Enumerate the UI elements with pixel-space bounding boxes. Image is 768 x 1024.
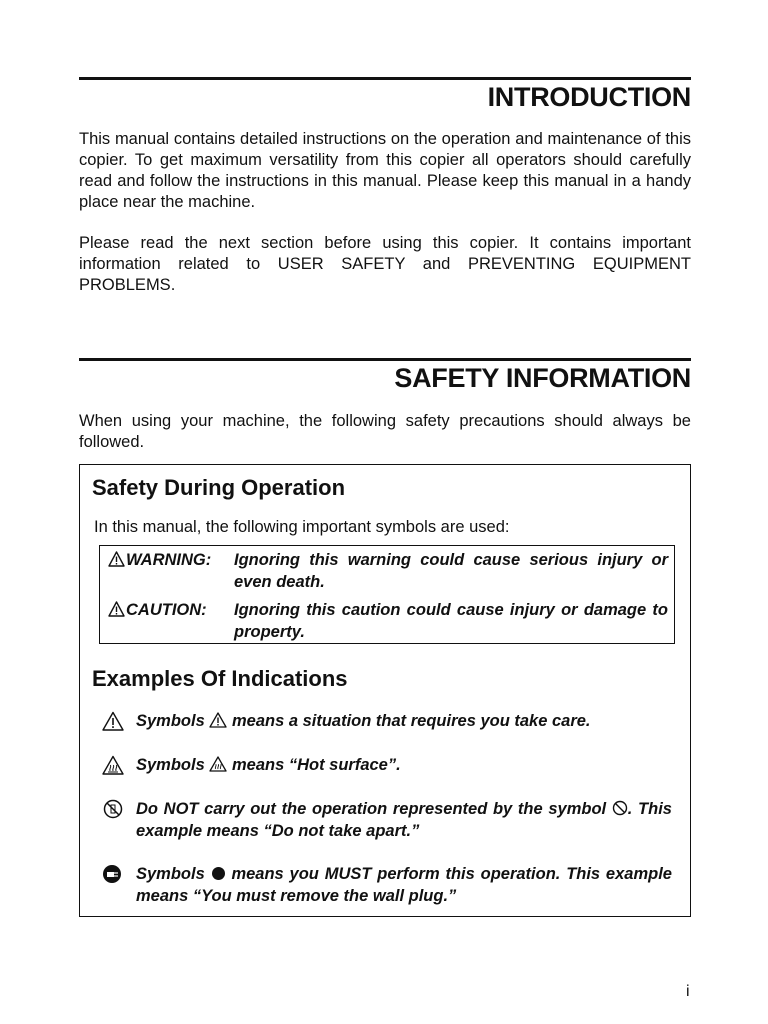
hot-surface-icon [209,756,227,772]
symbols-legend-box [99,545,675,644]
hot-surface-icon [102,755,124,775]
example-3-prefix: Do NOT carry out the operation represented by the symbol [136,800,607,818]
examples-title: Examples Of Indications [92,666,348,691]
caution-triangle-icon [102,711,124,731]
safety-intro: When using your machine, the following safety precautions should always be followed. [79,412,691,451]
caution-triangle-icon [209,712,227,728]
example-1-prefix: Symbols [136,712,205,730]
warning-text: Ignoring this warning could cause serious injury or even death. [234,551,668,591]
do-not-disassemble-icon [102,799,124,819]
example-1-text: means a situation that requires you take care. [231,712,591,730]
warning-label: WARNING: [126,551,212,569]
introduction-paragraph-2: Please read the next section before using this copier. It contains important information related to USER SAFETY and PREVENTING EQUIPMENT PROBLEMS. [79,234,691,294]
mandatory-action-icon [211,866,226,881]
safety-box-title: Safety During Operation [92,475,346,500]
introduction-paragraph-1: This manual contains detailed instructions on the operation and maintenance of this copier. To get maximum versatility from this copier all operators should carefully read and follow the instructions in this manual. Please keep this manual in a handy place near the machine. [79,130,691,211]
unplug-icon [102,864,124,884]
warning-triangle-icon [108,551,125,567]
safety-heading: SAFETY INFORMATION [394,363,691,393]
introduction-heading: INTRODUCTION [487,82,691,112]
caution-label: CAUTION: [126,601,207,619]
example-2-prefix: Symbols [136,756,205,774]
page-number: i [686,983,690,1000]
safety-box-intro: In this manual, the following important symbols are used: [94,518,510,536]
example-4-prefix: Symbols [136,865,205,883]
caution-text: Ignoring this caution could cause injury or damage to property. [234,601,668,641]
example-4-text: means you MUST perform this operation. This example means “You must remove the wall plug.” [136,865,672,905]
example-3-text: . This example means “Do not take apart.” [136,800,672,840]
prohibited-icon [612,800,628,816]
introduction-rule [79,77,691,80]
safety-during-operation-box [79,464,691,917]
warning-triangle-icon [108,601,125,617]
safety-rule [79,358,691,361]
example-2-text: means “Hot surface”. [231,756,401,774]
